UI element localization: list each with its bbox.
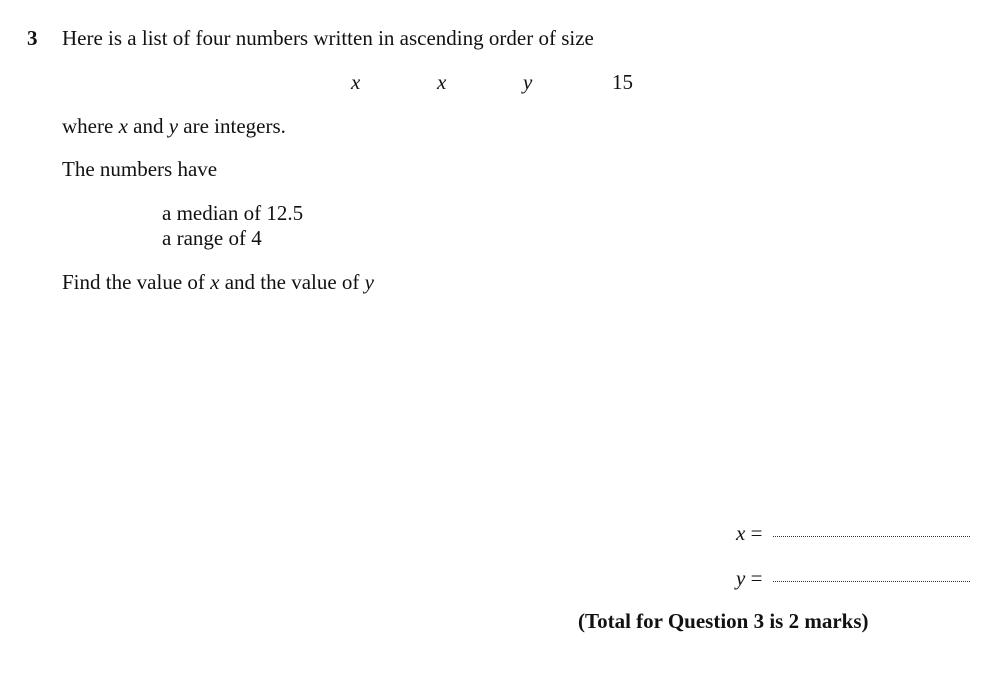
list-item: 15	[612, 70, 633, 94]
answer-y-field[interactable]	[773, 581, 970, 582]
list-item: y	[523, 70, 533, 94]
variable-y: y	[364, 270, 374, 294]
where-statement	[62, 114, 286, 139]
where-text: are integers.	[178, 114, 286, 138]
list-item: x	[351, 70, 361, 94]
find-text: and the value of	[219, 270, 365, 294]
question-intro: Here is a list of four numbers written in ascending order of size	[62, 26, 594, 50]
answer-y-variable: y	[736, 566, 746, 590]
equals-sign: =	[745, 566, 763, 590]
find-text: Find the value of	[62, 270, 211, 294]
equals-sign: =	[745, 521, 763, 545]
where-text: where	[62, 114, 119, 138]
answer-x-variable: x	[736, 521, 746, 545]
find-instruction	[62, 270, 374, 295]
variable-y: y	[168, 114, 179, 138]
where-text: and	[127, 114, 169, 138]
question-number: 3	[27, 26, 38, 50]
list-item: x	[437, 70, 447, 94]
condition-median: a median of 12.5	[162, 201, 304, 225]
numbers-have: The numbers have	[62, 157, 218, 181]
total-marks: (Total for Question 3 is 2 marks)	[578, 609, 869, 633]
answer-x-label	[736, 521, 762, 546]
variable-x: x	[118, 114, 128, 138]
condition-range: a range of 4	[162, 226, 262, 250]
answer-x-field[interactable]	[773, 536, 970, 537]
answer-y-label	[736, 566, 762, 591]
variable-x: x	[210, 270, 220, 294]
